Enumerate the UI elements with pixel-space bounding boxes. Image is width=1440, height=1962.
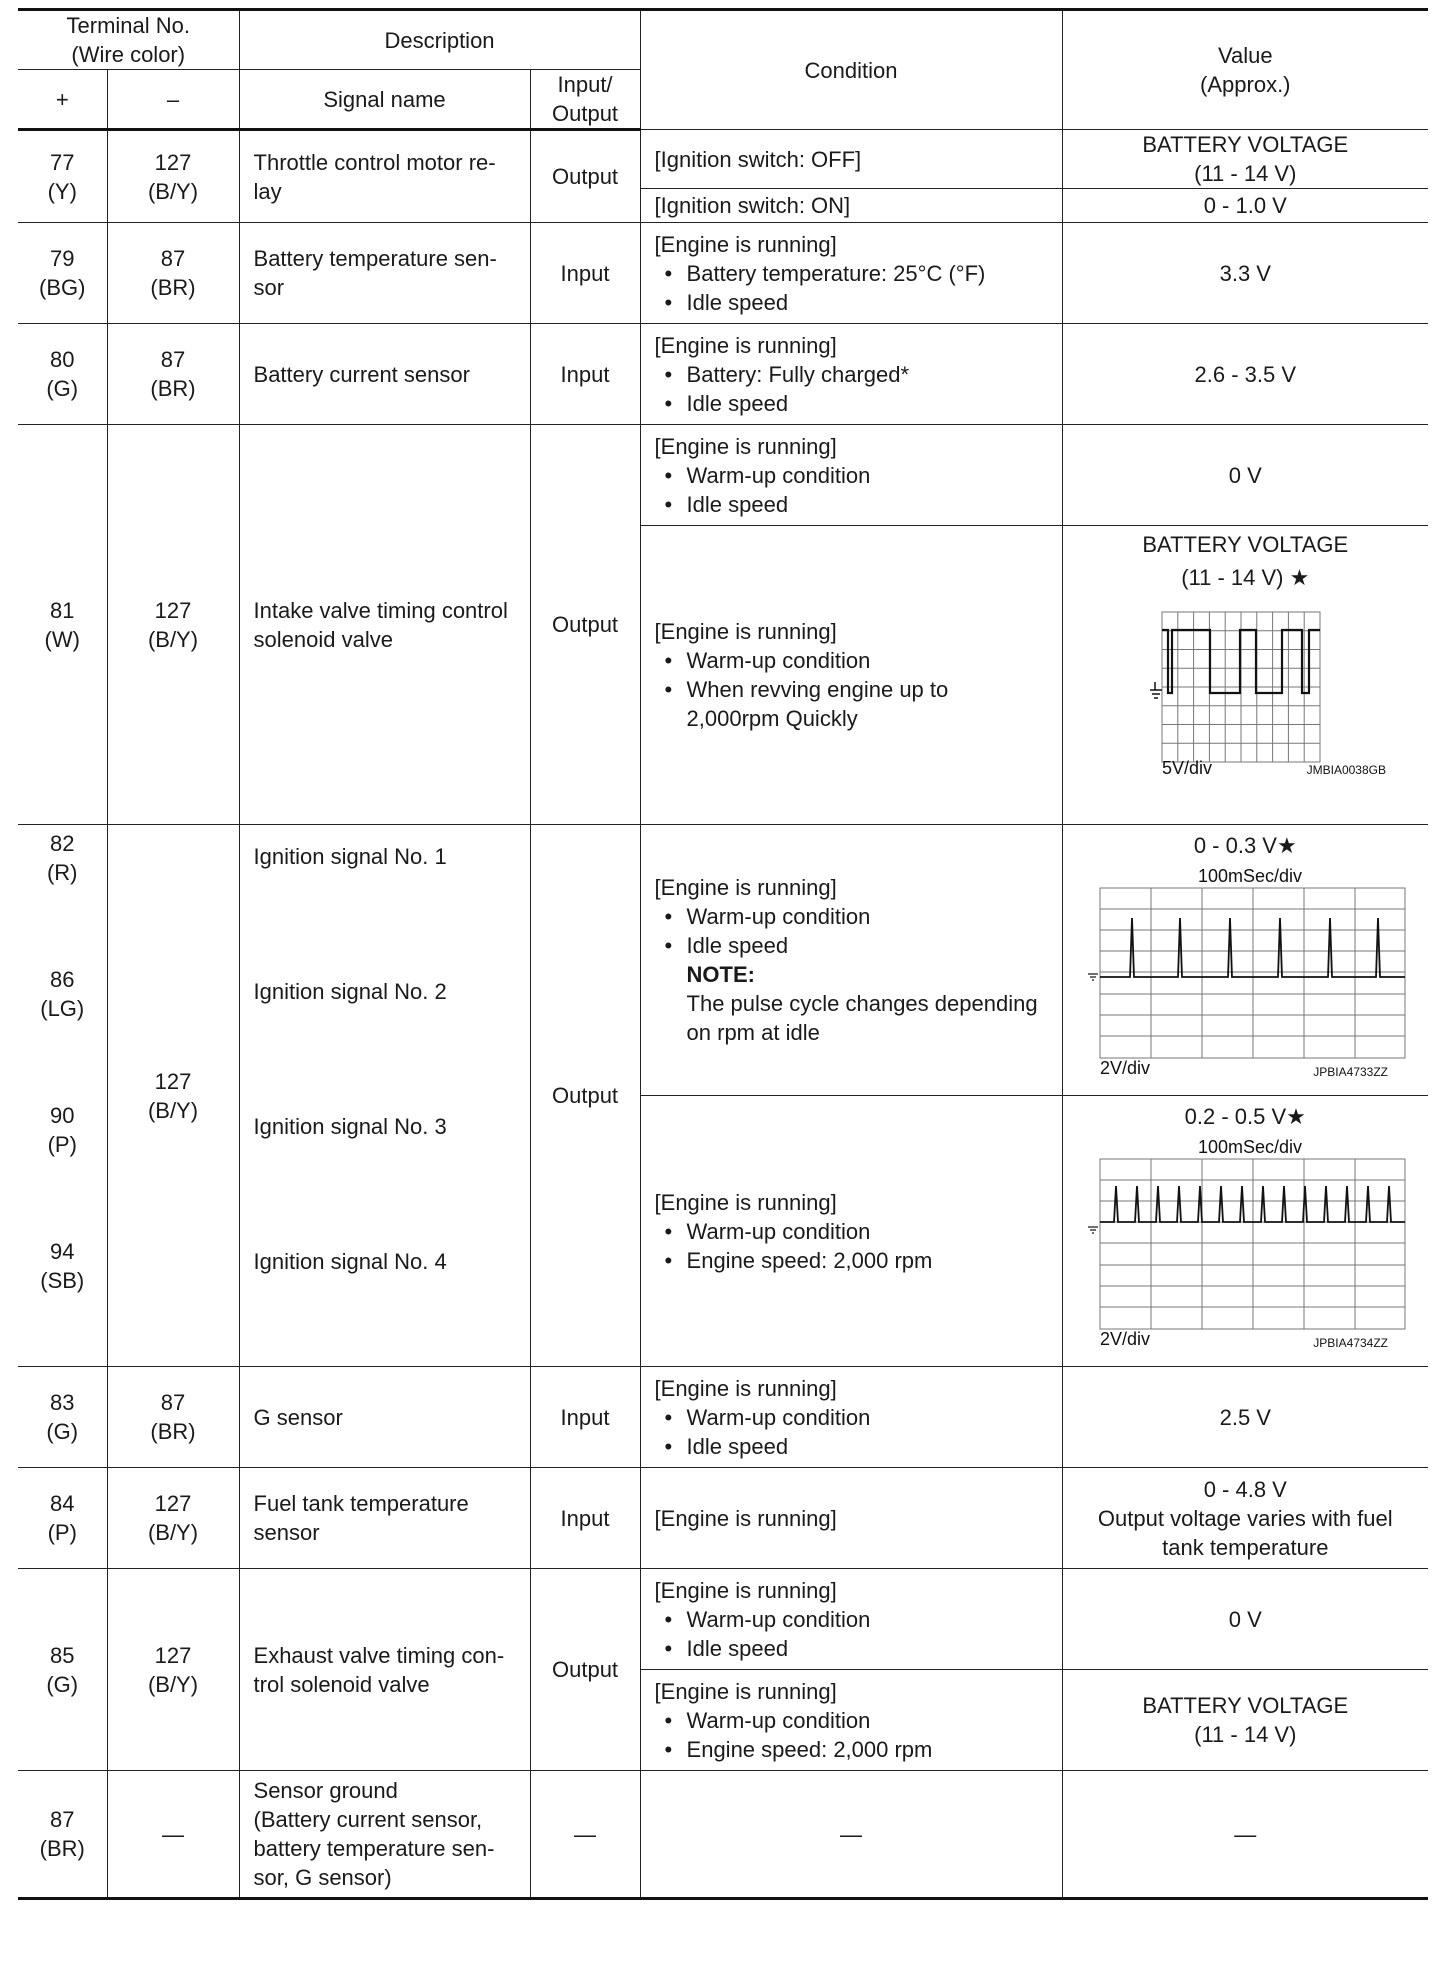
value-text: (11 - 14 V) bbox=[1194, 161, 1297, 186]
value-cell: 0 V bbox=[1062, 1569, 1428, 1670]
wire-color: (B/Y) bbox=[147, 626, 199, 652]
header-value bbox=[1062, 10, 1428, 130]
signal-name: Ignition signal No. 3 bbox=[253, 1114, 447, 1139]
condition-text: [Engine is running] bbox=[654, 1505, 837, 1531]
scope-div-label: 2V/div bbox=[1100, 1329, 1151, 1349]
table-row bbox=[18, 425, 1428, 526]
table-row bbox=[18, 324, 1428, 425]
table-row bbox=[18, 1367, 1428, 1468]
terminal-plus-cell bbox=[18, 1569, 107, 1771]
value-cell: 2.5 V bbox=[1062, 1367, 1428, 1468]
condition-bullet: • Warm-up condition bbox=[655, 902, 1048, 931]
terminal-plus-cell bbox=[18, 324, 107, 425]
header-approx-label: (Approx.) bbox=[1200, 72, 1291, 97]
wire-color: (B/Y) bbox=[147, 178, 199, 204]
terminal-plus-cell bbox=[18, 1771, 107, 1899]
header-wire-color-label: (Wire color) bbox=[71, 42, 186, 67]
scope-div-label: 5V/div bbox=[1162, 758, 1213, 778]
header-plus: + bbox=[18, 70, 107, 130]
condition-bullet: • Warm-up condition bbox=[655, 1605, 1048, 1634]
header-input-output bbox=[530, 70, 640, 130]
condition-bullet: • Engine speed: 2,000 rpm bbox=[655, 1246, 1048, 1275]
terminal-plus-cell bbox=[18, 425, 107, 825]
value-text: BATTERY VOLTAGE bbox=[1142, 532, 1349, 557]
terminal-number: 127 bbox=[154, 149, 192, 175]
condition-text: [Engine is running] bbox=[654, 1577, 837, 1603]
terminal-minus-cell bbox=[107, 825, 239, 1367]
condition-cell bbox=[640, 1096, 1062, 1367]
condition-text: [Engine is running] bbox=[654, 433, 837, 459]
io-cell: Output bbox=[530, 825, 640, 1367]
figure-code: JMBIA0038GB bbox=[1306, 763, 1387, 777]
terminal-minus-cell bbox=[107, 324, 239, 425]
signal-name: Ignition signal No. 4 bbox=[253, 1249, 447, 1274]
signal-name: Battery temperature sen- bbox=[253, 246, 497, 271]
condition-cell bbox=[640, 130, 1062, 189]
signal-name: solenoid valve bbox=[253, 626, 393, 652]
terminal-number: 79 bbox=[50, 246, 75, 271]
oscilloscope-waveform bbox=[1100, 592, 1390, 778]
condition-bullet: • Idle speed bbox=[655, 288, 1048, 317]
terminal-plus-cell bbox=[18, 825, 107, 1367]
signal-name: Exhaust valve timing con- bbox=[253, 1642, 505, 1668]
wire-color: (G) bbox=[46, 1419, 79, 1444]
value-cell: 2.6 - 3.5 V bbox=[1062, 324, 1428, 425]
header-terminal-label: Terminal No. bbox=[66, 13, 190, 38]
signal-name: Intake valve timing control bbox=[253, 597, 508, 623]
condition-cell bbox=[640, 1468, 1062, 1569]
wire-color: (W) bbox=[44, 626, 80, 652]
condition-text: [Engine is running] bbox=[654, 619, 837, 644]
condition-bullet: • Idle speed bbox=[655, 389, 1048, 418]
note-label: NOTE: bbox=[686, 962, 755, 987]
terminal-plus-cell bbox=[18, 130, 107, 223]
signal-name-cell bbox=[239, 1569, 530, 1771]
signal-name-cell bbox=[239, 130, 530, 223]
signal-name-cell: Battery current sensor bbox=[239, 324, 530, 425]
scope-time-label: 100mSec/div bbox=[1198, 866, 1303, 886]
terminal-number: 127 bbox=[154, 1642, 192, 1668]
terminal-number: 127 bbox=[154, 1068, 192, 1094]
table-row bbox=[18, 1468, 1428, 1569]
header-minus: – bbox=[107, 70, 239, 130]
signal-name: trol solenoid valve bbox=[253, 1671, 430, 1697]
header-io-line1: Input/ bbox=[557, 72, 613, 97]
value-cell: 0 - 1.0 V bbox=[1062, 189, 1428, 223]
value-cell: 3.3 V bbox=[1062, 223, 1428, 324]
condition-bullet: • Idle speed bbox=[655, 931, 1048, 960]
value-text: 0.2 - 0.5 V★ bbox=[1184, 1104, 1306, 1129]
condition-bullet: • Battery temperature: 25°C (°F) bbox=[655, 259, 1048, 288]
condition-text: [Engine is running] bbox=[654, 231, 837, 257]
figure-code: JPBIA4734ZZ bbox=[1313, 1336, 1389, 1350]
wire-color: (BG) bbox=[39, 275, 86, 300]
wire-color: (LG) bbox=[40, 996, 85, 1021]
terminal-number: 82 bbox=[50, 831, 75, 856]
value-cell bbox=[1062, 1096, 1428, 1367]
header-terminal bbox=[18, 10, 239, 70]
wire-color: (SB) bbox=[40, 1268, 85, 1293]
io-cell: — bbox=[530, 1771, 640, 1899]
wire-color: (BR) bbox=[150, 1419, 196, 1444]
terminal-number: 87 bbox=[160, 246, 186, 271]
terminal-number: 86 bbox=[50, 967, 75, 992]
condition-bullet: • Warm-up condition bbox=[655, 646, 1048, 675]
condition-cell bbox=[640, 223, 1062, 324]
condition-text: [Engine is running] bbox=[654, 1678, 837, 1704]
condition-cell bbox=[640, 324, 1062, 425]
table-row bbox=[18, 1569, 1428, 1670]
terminal-number: 87 bbox=[160, 1390, 186, 1415]
header-signal-name: Signal name bbox=[239, 70, 530, 130]
terminal-minus-cell bbox=[107, 1367, 239, 1468]
terminal-number: 81 bbox=[50, 597, 75, 623]
signal-name: sensor bbox=[253, 1520, 320, 1545]
wire-color: (B/Y) bbox=[147, 1671, 199, 1697]
header-row-1 bbox=[18, 10, 1428, 70]
terminal-minus-cell bbox=[107, 1468, 239, 1569]
value-text: 0 - 0.3 V★ bbox=[1193, 833, 1297, 858]
signal-name: Ignition signal No. 2 bbox=[253, 979, 447, 1004]
io-cell: Input bbox=[530, 324, 640, 425]
value-text: (11 - 14 V) bbox=[1194, 1722, 1297, 1747]
table-row bbox=[18, 223, 1428, 324]
condition-cell bbox=[640, 1367, 1062, 1468]
wire-color: (Y) bbox=[47, 178, 77, 204]
value-cell bbox=[1062, 130, 1428, 189]
terminal-number: 94 bbox=[50, 1239, 75, 1264]
scope-time-label: 100mSec/div bbox=[1198, 1137, 1303, 1157]
io-cell: Output bbox=[530, 425, 640, 825]
condition-cell bbox=[640, 526, 1062, 825]
header-description: Description bbox=[239, 10, 640, 70]
terminal-number: 80 bbox=[50, 347, 75, 372]
signal-name: Ignition signal No. 1 bbox=[253, 844, 447, 869]
signal-name-cell bbox=[239, 1468, 530, 1569]
value-cell bbox=[1062, 1670, 1428, 1771]
value-text: BATTERY VOLTAGE bbox=[1142, 1693, 1349, 1718]
terminal-minus-cell bbox=[107, 223, 239, 324]
value-text: BATTERY VOLTAGE bbox=[1142, 132, 1349, 157]
terminal-minus-cell bbox=[107, 1569, 239, 1771]
note-text: The pulse cycle changes depending bbox=[686, 991, 1038, 1016]
condition-cell bbox=[640, 1569, 1062, 1670]
condition-bullet: • Engine speed: 2,000 rpm bbox=[655, 1735, 1048, 1764]
condition-bullet: • Idle speed bbox=[655, 490, 1048, 519]
wire-color: (BR) bbox=[39, 1836, 85, 1861]
value-cell: 0 V bbox=[1062, 425, 1428, 526]
wire-color: (BR) bbox=[150, 376, 196, 401]
io-cell: Output bbox=[530, 1569, 640, 1771]
io-cell: Output bbox=[530, 130, 640, 223]
wire-color: (B/Y) bbox=[147, 1097, 199, 1123]
condition-bullet: • Warm-up condition bbox=[655, 461, 1048, 490]
signal-name: lay bbox=[253, 178, 282, 204]
value-text: 0 - 4.8 V bbox=[1203, 1476, 1287, 1502]
header-condition: Condition bbox=[640, 10, 1062, 130]
condition-text: [Ignition switch: ON] bbox=[654, 193, 851, 218]
terminal-number: 87 bbox=[50, 1807, 75, 1832]
io-cell: Input bbox=[530, 223, 640, 324]
terminal-number: 127 bbox=[154, 1491, 192, 1516]
wire-color: (BR) bbox=[150, 275, 196, 300]
condition-bullet: • Warm-up condition bbox=[655, 1706, 1048, 1735]
signal-name: sor bbox=[253, 275, 285, 300]
signal-name: battery temperature sen- bbox=[253, 1836, 495, 1861]
terminal-number: 87 bbox=[160, 347, 186, 372]
condition-bullet: • Warm-up condition bbox=[655, 1217, 1048, 1246]
wire-color: (G) bbox=[46, 1671, 79, 1697]
terminal-plus-cell bbox=[18, 1468, 107, 1569]
header-value-label: Value bbox=[1217, 43, 1273, 68]
wire-color: (G) bbox=[46, 376, 79, 401]
condition-cell bbox=[640, 825, 1062, 1096]
terminal-minus-cell bbox=[107, 130, 239, 223]
figure-code: JPBIA4733ZZ bbox=[1313, 1065, 1389, 1079]
value-cell bbox=[1062, 526, 1428, 825]
terminal-plus-cell bbox=[18, 223, 107, 324]
condition-text: [Engine is running] bbox=[654, 1375, 837, 1401]
signal-name-cell bbox=[239, 425, 530, 825]
condition-text: 2,000rpm Quickly bbox=[686, 706, 858, 731]
signal-name-cell bbox=[239, 825, 530, 1367]
value-text: Output voltage varies with fuel bbox=[1097, 1505, 1393, 1531]
condition-text: [Engine is running] bbox=[654, 332, 837, 358]
terminal-minus-cell: — bbox=[107, 1771, 239, 1899]
condition-cell: — bbox=[640, 1771, 1062, 1899]
signal-name: Fuel tank temperature bbox=[253, 1491, 469, 1516]
condition-cell bbox=[640, 189, 1062, 223]
terminal-number: 127 bbox=[154, 597, 192, 623]
terminal-plus-cell bbox=[18, 1367, 107, 1468]
terminal-number: 83 bbox=[50, 1390, 75, 1415]
terminal-number: 90 bbox=[50, 1103, 75, 1128]
value-text: (11 - 14 V) ★ bbox=[1181, 565, 1310, 590]
signal-name-cell bbox=[239, 223, 530, 324]
signal-name: Sensor ground bbox=[253, 1778, 398, 1803]
scope-div-label: 2V/div bbox=[1100, 1058, 1151, 1078]
condition-text: [Engine is running] bbox=[654, 1189, 837, 1215]
condition-text: [Engine is running] bbox=[654, 875, 837, 900]
table-row bbox=[18, 130, 1428, 189]
value-cell bbox=[1062, 1468, 1428, 1569]
signal-name-cell bbox=[239, 1771, 530, 1899]
signal-name: sor, G sensor) bbox=[253, 1865, 392, 1890]
condition-cell bbox=[640, 425, 1062, 526]
signal-name: (Battery current sensor, bbox=[253, 1807, 483, 1832]
signal-name-cell: G sensor bbox=[239, 1367, 530, 1468]
condition-text: [Ignition switch: OFF] bbox=[654, 146, 862, 172]
table-row bbox=[18, 1771, 1428, 1899]
value-text: tank temperature bbox=[1162, 1534, 1329, 1560]
wire-color: (P) bbox=[47, 1520, 77, 1545]
header-io-line2: Output bbox=[552, 101, 619, 126]
condition-bullet: • Battery: Fully charged* bbox=[655, 360, 1048, 389]
wire-color: (B/Y) bbox=[147, 1520, 199, 1545]
note-text: on rpm at idle bbox=[686, 1020, 820, 1045]
condition-bullet: • Warm-up condition bbox=[655, 1403, 1048, 1432]
condition-bullet: • When revving engine up to bbox=[655, 675, 1048, 704]
wire-color: (R) bbox=[46, 860, 78, 885]
oscilloscope-waveform bbox=[1080, 1131, 1410, 1355]
terminal-number: 85 bbox=[50, 1642, 75, 1668]
value-cell bbox=[1062, 825, 1428, 1096]
terminal-number: 77 bbox=[50, 149, 75, 175]
wire-color: (P) bbox=[47, 1132, 77, 1157]
signal-name: Throttle control motor re- bbox=[253, 149, 496, 175]
condition-bullet: • Idle speed bbox=[655, 1432, 1048, 1461]
condition-bullet: • Idle speed bbox=[655, 1634, 1048, 1663]
terminal-minus-cell bbox=[107, 425, 239, 825]
table-row bbox=[18, 825, 1428, 1096]
io-cell: Input bbox=[530, 1367, 640, 1468]
oscilloscope-waveform bbox=[1080, 860, 1410, 1084]
io-cell: Input bbox=[530, 1468, 640, 1569]
terminal-number: 84 bbox=[50, 1491, 75, 1516]
value-cell: — bbox=[1062, 1771, 1428, 1899]
condition-cell bbox=[640, 1670, 1062, 1771]
terminal-table bbox=[18, 8, 1428, 1900]
